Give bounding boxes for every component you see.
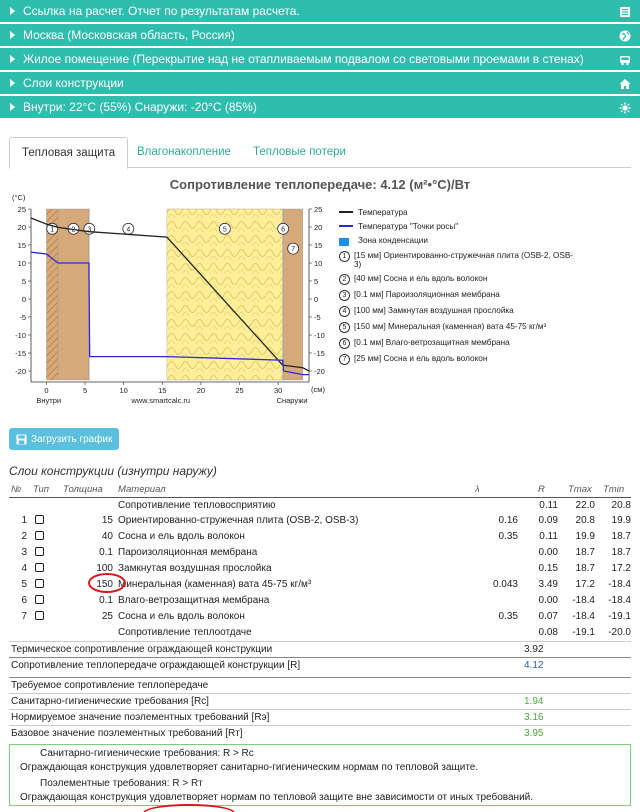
section-title: Слои конструкции (изнутри наружу)	[9, 464, 217, 478]
y-tick-label-right: -10	[314, 331, 325, 340]
temperature-chart	[0, 190, 340, 420]
accordion-layers[interactable]	[0, 72, 640, 96]
chevron-right-icon	[10, 79, 15, 87]
chart-legend	[339, 208, 639, 370]
inside-label: Внутри	[36, 396, 62, 405]
layer-type-checkbox[interactable]	[35, 547, 44, 556]
layer-marker-label: 1	[50, 226, 55, 234]
accordion-label: Жилое помещение (Перекрытие над не отапливаемым подвалом со световыми проемами в стенах)	[23, 52, 584, 66]
globe-icon	[618, 29, 632, 43]
load-chart-button[interactable]: Загрузить график	[9, 428, 119, 450]
y-tick-label-right: -15	[314, 349, 325, 358]
table-row: 7 25 Сосна и ель вдоль волокон 0.35 0.07 -18.4 -19.1	[21, 610, 631, 622]
layer-type-checkbox[interactable]	[35, 531, 44, 540]
chevron-right-icon	[10, 103, 15, 111]
x-tick-label: 5	[82, 386, 88, 395]
table-row: 4 100 Замкнутая воздушная прослойка 0.15 18.7 17.2	[21, 563, 631, 574]
legend-layer: 3 [0.1 мм] Пароизоляционная мембрана	[339, 290, 639, 301]
y-axis-label: (°C)	[12, 193, 26, 202]
y-tick-label-right: -5	[314, 313, 321, 322]
accordion-room[interactable]	[0, 48, 640, 72]
accordion-label: Москва (Московская область, Россия)	[23, 28, 235, 42]
layer-marker-label: 7	[291, 246, 296, 254]
y-tick-label: -20	[15, 367, 26, 376]
x-axis-label: (см)	[311, 385, 325, 394]
source-label: www.smartcalc.ru	[131, 396, 191, 405]
y-tick-label: 20	[17, 223, 26, 232]
home-icon	[618, 77, 632, 91]
y-tick-label-right: 15	[314, 241, 323, 250]
y-tick-label: 25	[17, 205, 26, 214]
layer-type-checkbox[interactable]	[35, 515, 44, 524]
x-tick-label: 15	[158, 386, 167, 395]
result-box	[9, 744, 631, 806]
layer-type-checkbox[interactable]	[35, 611, 44, 620]
layer-type-checkbox[interactable]	[35, 579, 44, 588]
tab-thermal-protection[interactable]: Тепловая защита	[9, 137, 128, 169]
element-result: Ограждающая конструкция удовлетворяет нормам по тепловой защите вне зависимости от иных требований.	[20, 792, 534, 803]
accordion-label: Слои конструкции	[23, 76, 124, 90]
legend-layer: 1 [15 мм] Ориентированно-стружечная плита (OSB-2, OSB-3)	[339, 251, 639, 269]
y-tick-label: -15	[15, 349, 26, 358]
sun-icon	[618, 101, 632, 115]
annotation-ellipse	[88, 573, 126, 593]
layer-marker-label: 2	[71, 226, 76, 234]
table-row: 6 0.1 Влаго-ветрозащитная мембрана 0.00 -18.4 -18.4	[21, 594, 631, 606]
tab-moisture[interactable]: Влагонакопление	[137, 146, 231, 158]
table-row: 3 0.1 Пароизоляционная мембрана 0.00 18.7 18.7	[21, 547, 631, 559]
outside-label: Снаружи	[276, 396, 308, 405]
y-tick-label-right: 0	[314, 295, 319, 304]
required-resistance-row: Требуемое сопротивление теплопередаче	[9, 677, 631, 693]
element-condition: Поэлементные требования: R > Rт	[40, 778, 203, 789]
transfer-resistance-row: Сопротивление теплопередаче ограждающей конструкции [R] 4.12	[9, 657, 631, 673]
accordion-city[interactable]	[0, 24, 640, 48]
table-row: Сопротивление тепловосприятию 0.11 22.0 20.8	[118, 499, 631, 511]
y-tick-label: -10	[15, 331, 26, 340]
y-tick-label-right: 20	[314, 223, 323, 232]
accordion-label: Внутри: 22°C (55%) Снаружи: -20°C (85%)	[23, 100, 257, 114]
save-icon	[16, 434, 27, 445]
x-tick-label: 20	[196, 386, 206, 395]
accordion-report-link[interactable]	[0, 0, 640, 24]
legend-temperature: Температура	[339, 208, 639, 217]
legend-layer: 4 [100 мм] Замкнутая воздушная прослойка	[339, 306, 639, 317]
legend-layer: 6 [0.1 мм] Влаго-ветрозащитная мембрана	[339, 338, 639, 349]
legend-dewpoint: Температура "Точки росы"	[339, 222, 639, 231]
table-header: № Тип Толщина Материал λ R Tmax Tmin	[9, 482, 631, 497]
y-tick-label: 10	[17, 259, 26, 268]
layer-marker-label: 5	[222, 226, 227, 234]
table-row: 1 15 Ориентированно-стружечная плита (OSB-2, OSB-3) 0.16 0.09 20.8 19.9	[21, 515, 631, 527]
sanitary-requirement-row: Санитарно-гигиенические требования [Rc] 1.94	[9, 693, 631, 709]
x-tick-label: 10	[119, 386, 128, 395]
legend-layer: 7 [25 мм] Сосна и ель вдоль волокон	[339, 354, 639, 365]
table-row: 2 40 Сосна и ель вдоль волокон 0.35 0.11 19.9 18.7	[21, 531, 631, 543]
accordion-climate[interactable]	[0, 96, 640, 120]
y-tick-label: -5	[19, 313, 26, 322]
base-requirement-row: Базовое значение поэлементных требований [Rт] 3.95	[9, 725, 631, 741]
y-tick-label-right: 5	[314, 277, 319, 286]
x-tick-label: 25	[235, 386, 244, 395]
layer-type-checkbox[interactable]	[35, 595, 44, 604]
accordion-label: Ссылка на расчет. Отчет по результатам расчета.	[23, 4, 300, 18]
layer-marker-label: 6	[281, 226, 286, 234]
y-tick-label: 5	[21, 277, 26, 286]
sanitary-condition: Санитарно-гигиенические требования: R > Rc	[40, 748, 254, 759]
y-tick-label-right: 10	[314, 259, 323, 268]
y-tick-label: 15	[17, 241, 26, 250]
chart-title: Сопротивление теплопередаче: 4.12 (м²•°С)/Вт	[169, 177, 471, 192]
layer-type-checkbox[interactable]	[35, 563, 44, 572]
table-row: Сопротивление теплоотдаче 0.08 -19.1 -20.0	[118, 626, 631, 638]
legend-layer: 2 [40 мм] Сосна и ель вдоль волокон	[339, 274, 639, 285]
layer-marker-label: 3	[87, 226, 92, 234]
list-icon	[618, 5, 632, 19]
y-tick-label: 0	[21, 295, 26, 304]
table-row: 5 150 Минеральная (каменная) вата 45-75 кг/м³ 0.043 3.49 17.2 -18.4	[21, 578, 631, 590]
y-tick-label-right: -20	[314, 367, 325, 376]
chevron-right-icon	[10, 7, 15, 15]
tab-heat-loss[interactable]: Тепловые потери	[253, 146, 346, 158]
normative-requirement-row: Нормируемое значение поэлементных требований [Rэ] 3.16	[9, 709, 631, 725]
layers-table	[9, 482, 631, 640]
sanitary-result: Ограждающая конструкция удовлетворяет санитарно-гигиеническим нормам по тепловой защите.	[20, 762, 479, 773]
chevron-right-icon	[10, 31, 15, 39]
thermal-resistance-row: Термическое сопротивление ограждающей конструкции 3.92	[9, 641, 631, 657]
layer-marker-label: 4	[126, 226, 131, 234]
chevron-right-icon	[10, 55, 15, 63]
tab-bar	[9, 135, 631, 168]
summary	[9, 641, 631, 741]
layer-7	[284, 209, 303, 380]
legend-layer: 5 [150 мм] Минеральная (каменная) вата 45-75 кг/м³	[339, 322, 639, 333]
bus-icon	[618, 53, 632, 67]
y-tick-label-right: 25	[314, 205, 323, 214]
accordion	[0, 0, 640, 120]
x-tick-label: 0	[44, 386, 49, 395]
legend-condensation: Зона конденсации	[339, 236, 639, 246]
x-tick-label: 30	[273, 386, 283, 395]
